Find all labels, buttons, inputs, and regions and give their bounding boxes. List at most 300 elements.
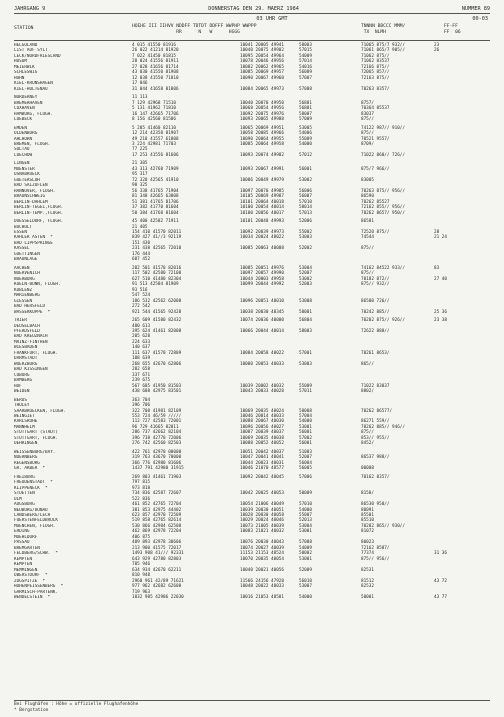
- cloud-code: 82531: [361, 567, 374, 573]
- col-code-groups-sub: RR N W HGGG: [132, 30, 240, 35]
- pressure-code: 10074 20036 40000: [240, 318, 284, 324]
- height-code: 5 205 41460 82110: [132, 125, 176, 131]
- height-code: 396 706: [132, 403, 151, 409]
- height-code: 213 900 41575 72017: [132, 545, 182, 551]
- weather-code: 56007: [299, 194, 312, 200]
- weather-code: 54000: [299, 141, 312, 147]
- pressure-code: 10046 20014 40033: [240, 414, 284, 419]
- height-code: 186 532 42562 62008: [132, 298, 182, 304]
- height-code: 72 320 42565 41910: [132, 177, 179, 183]
- station-name: WUERZBURG: [14, 361, 38, 367]
- station-name: NORDERNEY: [14, 95, 38, 101]
- station-name: BERLIN-DAHLEM: [14, 199, 48, 205]
- height-code: 395 624 41461 82008: [132, 328, 182, 334]
- cloud-code: 70262 85527: [361, 199, 390, 205]
- observation-time: 03 UHR GMT: [256, 16, 288, 22]
- cloud-code: 70242 885//: [361, 309, 390, 315]
- weather-code: 53002: [299, 177, 312, 183]
- col-extra-groups: TNNNN BBCCC MMM/: [361, 24, 406, 29]
- pressure-code: 10068 20054 49956: [240, 106, 284, 112]
- footnote-mountain: * Bergstation: [14, 707, 49, 713]
- weather-code: 56801: [299, 106, 312, 112]
- weather-code: 56801: [299, 100, 312, 106]
- height-code: 96 729 41665 82011: [132, 424, 179, 430]
- height-code: 337 671: [132, 372, 151, 378]
- cloud-code: 8709/: [361, 141, 374, 147]
- weather-code: 56001: [299, 166, 312, 172]
- station-name: DUESSELDORF, FLUGH.: [14, 219, 64, 225]
- station-name: PFERDSFELD: [14, 328, 40, 334]
- pressure-code: 10092 20042 40045: [240, 474, 284, 480]
- station-name: MANNHEIM: [14, 424, 35, 430]
- station-name: LINGEN: [14, 161, 30, 167]
- height-code: 112 727 42583 72001: [132, 419, 182, 425]
- pressure-code: 10043 20033 40028: [240, 389, 284, 395]
- station-name: KOELN-BONN, FLUGH.: [14, 282, 61, 288]
- height-code: 43 313 42768 71909: [132, 166, 179, 172]
- weather-code: 57011: [299, 389, 312, 395]
- pressure-code: 10074 20027 40039: [240, 545, 284, 551]
- height-code: 17 046: [132, 81, 148, 87]
- weather-code: 57008: [299, 86, 312, 92]
- height-code: 5 131 41962 71810: [132, 106, 176, 112]
- pressure-code: 10029 20024 40046: [240, 518, 284, 524]
- pressure-code: 10086 20049 49979: [240, 177, 284, 183]
- weather-code: 56001: [299, 430, 312, 436]
- station-name: FELDBERG/SCHW. *: [14, 551, 58, 557]
- station-name: HOHN: [14, 75, 25, 81]
- height-code: 438 688 42975 83501: [132, 389, 182, 395]
- cloud-code: 72163 875//: [361, 75, 390, 81]
- date-label: DONNERSTAG DEN 29. MAERZ 1984: [208, 6, 299, 12]
- weather-code: 54000: [299, 595, 312, 600]
- height-code: 286 737 42662 82104: [132, 430, 182, 436]
- cloud-code: 86271 559//: [361, 419, 390, 425]
- cloud-code: 85501: [361, 512, 374, 518]
- pressure-code: 10058 20085 49966: [240, 131, 284, 137]
- weather-code: 55009: [299, 136, 312, 142]
- station-name: MEIERWIK: [14, 64, 35, 70]
- weather-code: 54000: [299, 507, 312, 513]
- station-name: LECK/NORDFRIESLAND: [14, 53, 61, 59]
- pressure-code: 10066 20044 40014: [240, 328, 284, 334]
- pressure-code: 10096 20051 40010: [240, 298, 284, 304]
- cloud-code: 8150/: [361, 491, 374, 497]
- station-name: HOF: [14, 383, 22, 389]
- height-code: 396 738 42770 72006: [132, 435, 182, 441]
- height-code: 98 325: [132, 183, 148, 189]
- weather-code: 53001: [299, 556, 312, 562]
- cloud-code: 853// 955//: [361, 435, 390, 441]
- column-headers: [14, 23, 490, 41]
- pressure-code: 10028 20030 40058: [240, 512, 284, 518]
- height-code: 91 513 42584 81909: [132, 282, 179, 288]
- height-code: 627 510 41480 82304: [132, 276, 182, 282]
- station-name: LUECHOW: [14, 152, 33, 158]
- height-code: 322 708 41981 82109: [132, 408, 182, 414]
- station-name: BAMBERG: [14, 378, 33, 384]
- cloud-code: 72162 855// 956//: [361, 205, 405, 211]
- height-code: 176 444: [132, 251, 151, 257]
- pressure-code: 10093 20074 49982: [240, 152, 284, 158]
- station-name: NEUBURG/DONAU: [14, 507, 48, 513]
- cloud-code: 70262 86577/: [361, 408, 393, 414]
- weather-code: 52007: [299, 271, 312, 277]
- time-range: 00-03: [472, 16, 488, 22]
- station-name: WEINGIET: [14, 414, 35, 419]
- weather-code: 53008: [299, 298, 312, 304]
- height-code: 810 948: [132, 573, 151, 579]
- pressure-code: 10090 20064 49955: [240, 136, 284, 142]
- station-name: KAHLER ASTEN *: [14, 235, 53, 241]
- height-code: 269 803 41461 71903: [132, 474, 182, 480]
- height-code: 272 542: [132, 304, 151, 310]
- height-code: 734 836 42587 72607: [132, 491, 182, 497]
- weather-code: 57002: [299, 435, 312, 441]
- station-name: CUXHAVEN: [14, 106, 35, 112]
- station-name: BAD HERSFELD: [14, 304, 46, 310]
- issue-number: NUMMER 89: [461, 6, 490, 12]
- height-code: 719 963: [132, 589, 151, 595]
- station-name: HAMBURG, FLUGH.: [14, 111, 53, 117]
- pressure-code: 10088 20052 40052: [240, 441, 284, 447]
- pressure-code: 10101 20064 40018: [240, 199, 284, 205]
- station-name: AHLHORN: [14, 136, 33, 142]
- station-name: WIESBADEN: [14, 345, 38, 351]
- station-name: BAD SALZUFLEN: [14, 183, 48, 189]
- height-code: 56 338 41765 71904: [132, 188, 179, 194]
- station-name: ZUGSPITZE *: [14, 578, 46, 584]
- gust-value: 83: [434, 265, 440, 271]
- station-name: BREMEN, FLUGH.: [14, 141, 51, 147]
- weather-code: 51003: [299, 449, 312, 455]
- height-code: 973 818: [132, 485, 151, 491]
- station-name: STOETTEN: [14, 491, 35, 497]
- cloud-code: 875// 932//: [361, 282, 390, 288]
- pressure-code: 10078 20046 49956: [240, 59, 284, 65]
- height-code: 1437 791 42980 31915: [132, 466, 184, 472]
- station-name: KOBLENZ: [14, 287, 33, 293]
- pressure-code: 10039 20030 40051: [240, 507, 284, 513]
- weather-code: 57008: [299, 540, 312, 546]
- cloud-code: 81512: [361, 578, 374, 584]
- cloud-code: 70282 875// 926//: [361, 318, 405, 324]
- weather-code: 58007: [299, 111, 312, 117]
- height-code: 140 637: [132, 345, 151, 351]
- pressure-code: 10085 20063 40008: [240, 246, 284, 252]
- pressure-code: 10051 20042 40037: [240, 449, 284, 455]
- station-name: WASSERKUPPE *: [14, 309, 51, 315]
- pressure-code: 10034 20024 48022: [240, 235, 284, 241]
- height-code: 21 305: [132, 161, 148, 167]
- volume-label: JAHRGANG 9: [14, 6, 46, 12]
- pressure-code: 10040 20075 49902: [240, 48, 284, 54]
- station-name: KARLSRUHE: [14, 419, 38, 425]
- station-name: HELGOLAND: [14, 43, 38, 48]
- footnote-airport: Bei Flughäfen : Höhe = offizielle Flughafenhöhe: [14, 702, 139, 707]
- height-code: 607 452: [132, 257, 151, 263]
- station-name: OEHRINGEN: [14, 441, 38, 447]
- height-code: 31 044 41658 81806: [132, 86, 179, 92]
- pressure-code: 10047 20041 40041: [240, 455, 284, 461]
- height-code: 3 224 42981 71703: [132, 141, 176, 147]
- station-name: BERLIN-TEGEL,FLUGH.: [14, 205, 64, 211]
- pressure-code: 11566 24156 47928: [240, 578, 284, 584]
- station-name: KLIPPENECK *: [14, 485, 48, 491]
- table-row: [14, 389, 490, 394]
- station-name: AUGSBURG: [14, 502, 35, 508]
- station-name: GIESSEN: [14, 298, 33, 304]
- station-name: STUTTGART (STADT): [14, 430, 58, 436]
- gust-value: 21 24: [434, 235, 447, 241]
- gust-value: 26: [434, 48, 440, 54]
- pressure-code: 10040 20021 40056: [240, 567, 284, 573]
- weather-code: 52009: [299, 567, 312, 573]
- weather-code: 58003: [299, 43, 312, 48]
- gust-value: 27 40: [434, 276, 447, 282]
- station-name: DEUSELBACH: [14, 323, 40, 329]
- weather-code: 57009: [299, 117, 312, 123]
- station-name: BRAUNLAGE: [14, 257, 38, 263]
- weather-code: 57006: [299, 474, 312, 480]
- height-code: 480 613: [132, 323, 151, 329]
- height-code: 276 742 42560 82503: [132, 441, 182, 447]
- cloud-code: 85510: [361, 518, 374, 524]
- weather-code: 50002: [299, 551, 312, 557]
- pressure-code: 10101 20048 49993: [240, 219, 284, 225]
- pressure-code: 10016 21053 48581: [240, 595, 284, 600]
- cloud-code: 72622 888//: [361, 328, 390, 334]
- height-code: 16 147 42665 71706: [132, 111, 179, 117]
- height-code: 8 156 42560 81506: [132, 117, 176, 123]
- station-name: MUEHLDORF: [14, 534, 38, 540]
- station-name: OLDENBURG: [14, 131, 38, 137]
- cloud-code: 8452/: [361, 441, 374, 447]
- height-code: 797 815: [132, 480, 151, 486]
- pressure-code: 10105 20069 49987: [240, 194, 284, 200]
- height-code: 49 218 41557 61808: [132, 136, 179, 142]
- table-row: [14, 153, 490, 158]
- height-code: 7 129 42968 71510: [132, 100, 176, 106]
- station-name: ESSEN: [14, 230, 27, 235]
- cloud-code: 83005: [361, 177, 374, 183]
- height-code: 37 382 41770 81604: [132, 205, 179, 211]
- weather-code: 54006: [299, 131, 312, 137]
- pressure-code: 10092 20075 49976: [240, 111, 284, 117]
- pressure-code: 10084 20065 49973: [240, 86, 284, 92]
- pressure-code: 10038 20030 48345: [240, 309, 284, 315]
- height-code: 634 934 42670 62211: [132, 567, 182, 573]
- cloud-code: 70263 8357/: [361, 86, 390, 92]
- station-name: KEMPTEN: [14, 562, 33, 568]
- table-row: [14, 87, 490, 92]
- pressure-code: 10041 20005 49941: [240, 43, 284, 48]
- station-name: LANDSBERG/LECH: [14, 512, 51, 518]
- station-name: NUERBURG: [14, 276, 35, 282]
- gust-value: 23 38: [434, 318, 447, 324]
- height-code: 81 348 42665 63008: [132, 194, 179, 200]
- cloud-code: 875//: [361, 117, 374, 123]
- cloud-code: 70262 8657/ 950//: [361, 210, 405, 216]
- station-name: NOERVENICH: [14, 271, 40, 277]
- pressure-code: 10082 20062 49965: [240, 64, 284, 70]
- cloud-code: 71022 860// 726//: [361, 152, 405, 158]
- cloud-code: 72162 8587/: [361, 545, 390, 551]
- station-name: HOHENPEISSENBERG *: [14, 584, 64, 590]
- weather-code: 52006: [299, 219, 312, 225]
- height-code: 151 430: [132, 240, 151, 246]
- station-name: HUSUM: [14, 59, 27, 65]
- height-code: 231 438 42565 72010: [132, 246, 182, 252]
- station-name: KEMPTEN: [14, 556, 33, 562]
- station-name: MARIENBERG: [14, 293, 40, 299]
- pressure-code: 10084 20058 40022: [240, 350, 284, 356]
- weather-code: 50009: [299, 491, 312, 497]
- cloud-code: 74162 84522 933//: [361, 265, 405, 271]
- station-name: BAD LIPPSPRINGE: [14, 240, 53, 246]
- pressure-code: 10095 20054 49964: [240, 53, 284, 59]
- height-code: 381 853 42975 44402: [132, 507, 182, 513]
- height-code: 547 524: [132, 293, 151, 299]
- pressure-code: 10099 20044 49992: [240, 282, 284, 288]
- station-name: GUETERSLOH: [14, 177, 40, 183]
- weather-code: 58014: [299, 205, 312, 211]
- station-name: WEIDEN: [14, 389, 30, 395]
- station-name: WENDELSTEIN *: [14, 595, 51, 600]
- station-name: ERDING: [14, 529, 30, 535]
- cloud-code: 875// 956//: [361, 556, 390, 562]
- weather-code: 57010: [299, 199, 312, 205]
- station-name: FRANKFURT, FLUGH.: [14, 350, 58, 356]
- station-name: GARMISCH-PARTENK.: [14, 589, 58, 595]
- height-code: 93 516: [132, 287, 148, 293]
- cloud-code: 71065 875/7 932//: [361, 43, 405, 48]
- height-code: 519 858 42765 82614: [132, 518, 182, 524]
- station-name: KIEL-HOLTENAU: [14, 86, 48, 92]
- col-extra-groups-sub: TX NLMH: [361, 30, 386, 35]
- cloud-code: 875//: [361, 430, 374, 436]
- cloud-code: 71022 83037: [361, 383, 390, 389]
- cloud-code: 70262 885// 946//: [361, 424, 405, 430]
- pressure-code: 10069 20035 40038: [240, 435, 284, 441]
- height-code: 422 761 42970 00000: [132, 449, 182, 455]
- pressure-code: 10054 21006 40049: [240, 502, 284, 508]
- station-name: HANNOVER, FLUGH.: [14, 188, 56, 194]
- station-name: REGENSBURG: [14, 460, 40, 466]
- weather-code: 56009: [299, 70, 312, 76]
- weather-code: 57013: [299, 210, 312, 216]
- gust-value: 43 77: [434, 595, 447, 600]
- cloud-code: 71061 865/7 905//: [361, 48, 405, 54]
- station-name: BAD KISSINGEN: [14, 367, 48, 373]
- cloud-code: 70282 865// 930//: [361, 523, 405, 529]
- station-name: DARMSTADT: [14, 356, 38, 362]
- weather-code: 57007: [299, 75, 312, 81]
- height-code: 205 628: [132, 334, 151, 340]
- height-code: 977 962 42682 62608: [132, 584, 182, 590]
- station-name: BRAUNSCHWEIG: [14, 194, 46, 200]
- height-code: 27 028 41656 81714: [132, 64, 179, 70]
- weather-code: 54016: [299, 64, 312, 70]
- weather-code: 53003: [299, 361, 312, 367]
- pressure-code: 10065 20069 49951: [240, 125, 284, 131]
- col-gusts-sub: FF 06: [444, 30, 461, 35]
- pressure-code: 10100 20054 40014: [240, 205, 284, 211]
- station-name: MAINZ-FINTHEN: [14, 339, 48, 345]
- station-name: PASSAU: [14, 540, 30, 546]
- cloud-code: 70261 8653/: [361, 350, 390, 356]
- height-code: 12 038 41550 71810: [132, 75, 179, 81]
- station-name: SCHLESWIG: [14, 70, 38, 76]
- height-code: 2960 961 42/89 71621: [132, 578, 184, 584]
- pressure-code: 10070 20035 40054: [240, 556, 284, 562]
- station-table: [14, 43, 490, 600]
- height-code: 111 637 41570 72809: [132, 350, 182, 356]
- pressure-code: 10073 21005 40039: [240, 523, 284, 529]
- pressure-code: 10097 20057 49990: [240, 271, 284, 277]
- cloud-code: 865//: [361, 361, 374, 367]
- station-name: GOETTINGEN: [14, 251, 40, 257]
- height-code: 1832 985 42986 22030: [132, 595, 184, 600]
- height-code: 409 893 42978 30606: [132, 540, 182, 546]
- table-row: [14, 117, 490, 122]
- col-gusts: FF-FF: [444, 24, 458, 29]
- height-code: 268 655 42670 62806: [132, 361, 182, 367]
- cloud-code: 00008: [361, 466, 374, 472]
- station-name: AACHEN: [14, 265, 30, 271]
- pressure-code: 10040 20070 49950: [240, 100, 284, 106]
- gust-value: 31 36: [434, 551, 447, 557]
- pressure-code: 10042 20025 40053: [240, 491, 284, 497]
- height-code: 202 501 41570 82016: [132, 265, 182, 271]
- pressure-code: 10096 20056 40027: [240, 424, 284, 430]
- pressure-code: 10097 20070 49985: [240, 188, 284, 194]
- height-code: 21 405: [132, 224, 148, 230]
- pressure-code: 10076 20030 40043: [240, 540, 284, 546]
- pressure-code: 10085 20069 49957: [240, 70, 284, 76]
- weather-code: 57014: [299, 59, 312, 65]
- height-code: 623 857 42970 72509: [132, 512, 182, 518]
- table-row: [14, 441, 490, 446]
- cloud-code: 77374: [361, 551, 374, 557]
- cloud-code: 8757/: [361, 100, 374, 106]
- col-code-groups: HOEHE III IIHVV NDDFF TDTDT DDFFF WWPHP WWPPP: [132, 24, 257, 29]
- weather-code: 56804: [299, 318, 312, 324]
- weather-code: 52007: [299, 455, 312, 461]
- height-code: 282 658: [132, 367, 151, 373]
- weather-code: 53004: [299, 265, 312, 271]
- report-header: [14, 6, 490, 14]
- pressure-code: 10093 20065 49988: [240, 117, 284, 123]
- height-code: 522 836: [132, 496, 151, 502]
- weather-code: 57001: [299, 350, 312, 356]
- station-name: KASSEL: [14, 246, 30, 252]
- height-code: 26 022 41214 81920: [132, 48, 179, 54]
- weather-code: 50001: [299, 309, 312, 315]
- pressure-code: 10069 20035 40024: [240, 408, 284, 414]
- station-name: EMDEN: [14, 125, 27, 131]
- station-name: OBERSTDORF *: [14, 573, 48, 579]
- table-row: [14, 595, 490, 600]
- weather-code: 54009: [299, 545, 312, 551]
- station-name: FREIBURG: [14, 474, 35, 480]
- height-code: 224 633: [132, 339, 151, 345]
- weather-code: 54009: [299, 53, 312, 59]
- gust-value: 43 72: [434, 578, 447, 584]
- cloud-code: 8802/: [361, 389, 374, 395]
- station-name: SAARBRUECKEN, FLUGH.: [14, 408, 66, 414]
- station-name: KIEL-KRONSHAGEN: [14, 81, 53, 87]
